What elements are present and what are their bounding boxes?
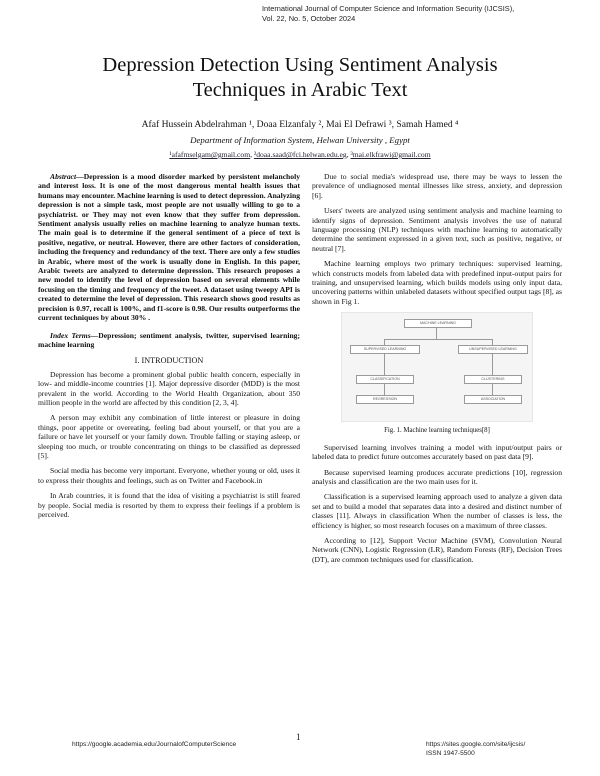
left-column <box>38 172 300 525</box>
page-number: 1 <box>296 732 301 742</box>
diagram-connector <box>384 353 385 375</box>
email-link-3[interactable]: ³mai.elkfrawi@gmail.com <box>350 150 431 159</box>
email-link-2[interactable]: ²doaa.saad@fci.helwan.edu.eg <box>253 150 347 159</box>
paragraph: Social media has become very important. Everyone, whether young or old, uses it to express their thoughts and feelings, such as on Twitter and Facebook.in <box>38 466 300 485</box>
diagram-leaf-classification: CLASSIFICATION <box>356 375 414 384</box>
paragraph: Machine learning employs two primary techniques: supervised learning, which constructs models from labeled data with predefined input-output pairs for training, and unsupervised learning, which builds models using only input data, uncovering patterns within unlabeled datasets without specified output tags [8], as shown in Fig 1. <box>312 259 562 306</box>
journal-name: International Journal of Computer Science and Information Security (IJCSIS), <box>262 4 515 13</box>
journal-volume: Vol. 22, No. 5, October 2024 <box>262 13 356 23</box>
abstract-label: Abstract— <box>50 172 84 181</box>
diagram-connector <box>492 383 493 395</box>
figure-machine-learning-diagram <box>341 312 533 422</box>
diagram-leaf-association: ASSOCIATION <box>464 395 522 404</box>
paragraph: Supervised learning involves training a model with input/output pairs or labeled data to predict future outcomes accurately based on past data [9]. <box>312 442 562 462</box>
diagram-connector <box>492 353 493 375</box>
journal-header <box>262 4 514 23</box>
diagram-connector <box>436 327 437 339</box>
section-heading-introduction: I. INTRODUCTION <box>134 356 204 366</box>
paper-title <box>40 53 560 103</box>
paragraph: Depression has become a prominent global public health concern, especially in low- and middle-income countries [1]. Major depressive disorder (MDD) is the most prevalent in the world. According to the World Health Organization, about 350 million people in the world are affected by this condition [2, 3, 4]. <box>38 369 300 407</box>
title-line-1: Depression Detection Using Sentiment Analysis <box>102 54 498 76</box>
diagram-leaf-clustering: CLUSTERING <box>464 375 522 384</box>
index-terms-label: Index Terms— <box>50 330 99 340</box>
right-column <box>312 172 562 570</box>
footer-right-url[interactable]: https://sites.google.com/site/ijcsis/ <box>426 741 526 748</box>
paragraph: Due to social media's widespread use, there may be ways to lessen the prevalence of undiagnosed mental illnesses like stress, anxiety, and depression [6]. <box>312 172 562 200</box>
index-terms-text: Depression; sentiment analysis, twitter, supervised learning; machine learning <box>38 330 300 349</box>
paragraph: According to [12], Support Vector Machine (SVM), Convolution Neural Network (CNN), Logistic Regression (LR), Random Forests (RF), Decision Trees (DT), are common techniques used for classification. <box>312 535 562 564</box>
diagram-leaf-regression: REGRESSION <box>356 395 414 404</box>
diagram-node-unsupervised: UNSUPERVISED LEARNING <box>458 345 528 354</box>
diagram-connector <box>384 339 492 340</box>
footer-issn: ISSN 1947-5500 <box>426 750 475 757</box>
abstract <box>38 172 300 323</box>
paragraph: In Arab countries, it is found that the idea of visiting a psychiatrist is still feared by people. Social media is resorted by them to express their feelings if a problem is perceived. <box>38 491 300 519</box>
email-link-1[interactable]: ¹afafmselgam@gmail.com <box>169 150 251 159</box>
title-line-2: Techniques in Arabic Text <box>192 79 408 101</box>
diagram-node-root: MACHINE LEARNING <box>404 319 472 328</box>
diagram-node-supervised: SUPERVISED LEARNING <box>350 345 420 354</box>
figure-caption: Fig. 1. Machine learning techniques[8] <box>384 427 490 435</box>
email-list: ¹afafmselgam@gmail.com, ²doaa.saad@fci.helwan.edu.eg, ³mai.elkfrawi@gmail.com <box>169 150 431 159</box>
paragraph: Classification is a supervised learning approach used to analyze a given data set and to build a model that separates data into a desired and distinct number of classes [11]. Always in classification When the number of classes is less, the efficiency is higher, so most research focuses on a maximum of three classes. <box>312 492 562 530</box>
index-terms <box>38 331 300 350</box>
footer-left-url[interactable]: https://google.academia.edu/JournalofComputerScience <box>72 741 237 748</box>
paragraph: A person may exhibit any combination of little interest or pleasure in doing things, poor appetite or overeating, feeling bad about yourself, or that you are a failure or have let yourself or your family down. Trouble falling or staying asleep, or sleeping too much, or trouble concentrating on things to be classified as depressed [5]. <box>38 413 300 460</box>
paragraph: Because supervised learning produces accurate predictions [10], regression analysis and classification are the two main uses for it. <box>312 467 562 486</box>
affiliation: Department of Information System, Helwan University , Egypt <box>190 135 410 145</box>
paragraph: Users' tweets are analyzed using sentiment analysis and machine learning to identify signs of depression. Sentiment analysis involves the use of natural language processing (NLP) techniques with machine learning to automatically determine the sentiment expressed in a given text, such as positive, negative, or neutral [7]. <box>312 206 562 253</box>
author-list: Afaf Hussein Abdelrahman ¹, Doaa Elzanfaly ², Mai El Defrawi ³, Samah Hamed ⁴ <box>141 119 459 130</box>
footer-right <box>426 740 525 758</box>
diagram-connector <box>384 383 385 395</box>
abstract-text: Depression is a mood disorder marked by persistent melancholy and interest loss. It is one of the most dangerous mental health issues that humans may encounter. Machine learning is used to detect depression. Analyzing depression is not a simple task, most people are not usually willing to go to a psychiatrist. or They may not even know that they suffer from depression. Sentiment analysis usually relies on machine learning to analyze human texts. The main goal is to determine if the general sentiment of a piece of text is positive, negative, or neutral. However, there are other factors of consideration, including the frequency and redundancy of the text. There are only a few studies in Arabic, where most of the work is usually done in English. In this paper, Arabic tweets are analyzed to determine depression. This research proposes a new model to identify the level of depression based on several elements while focusing on the timing and frequency of the tweet. A dataset using tweepy API is created to determine the level of depression. This research shows good results as precision is 0.97, recall is 100%, and f1-score is 0.98. Our results outperforms the current techniques by about 30% . <box>38 172 300 323</box>
